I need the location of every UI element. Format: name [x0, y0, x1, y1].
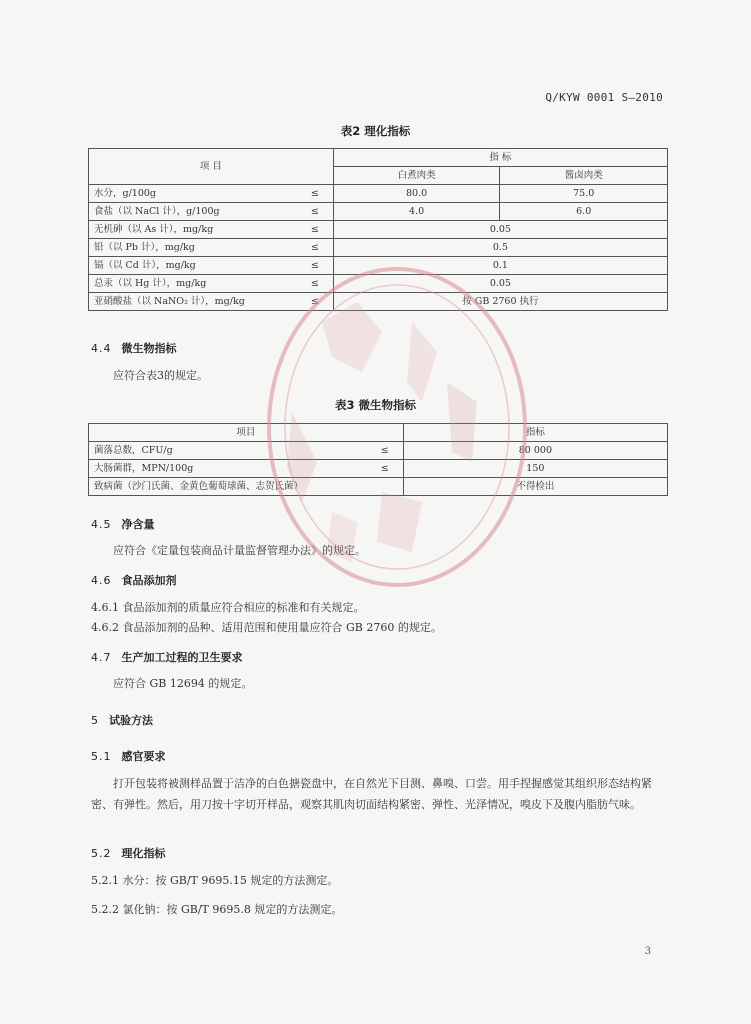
- row-value: 0.5: [333, 239, 667, 257]
- table3-col-index: 指标: [403, 424, 667, 442]
- table-row: [89, 460, 668, 478]
- section-4-6-2: 4.6.2 食品添加剂的品种、适用范围和使用量应符合 GB 2760 的规定。: [91, 621, 442, 634]
- row-symbol: ≤: [288, 239, 333, 257]
- row-symbol: ≤: [288, 203, 333, 221]
- section-5-1-heading: [91, 748, 166, 764]
- row-value-b: 75.0: [500, 185, 668, 203]
- section-4-6-1: 4.6.1 食品添加剂的质量应符合相应的标准和有关规定。: [91, 601, 365, 614]
- row-symbol: ≤: [288, 257, 333, 275]
- table-row: [89, 221, 668, 239]
- row-value-a: 80.0: [333, 185, 500, 203]
- row-value: 0.05: [333, 275, 667, 293]
- section-title: 试验方法: [109, 714, 153, 727]
- section-5-2-2: 5.2.2 氯化钠：按 GB/T 9695.8 规定的方法测定。: [91, 903, 343, 916]
- seal-glyph-mark: [407, 322, 437, 402]
- table-row: [89, 239, 668, 257]
- section-title: 净含量: [121, 518, 155, 531]
- row-label: 菌落总数，CFU/g: [89, 442, 344, 460]
- row-label: 亚硝酸盐（以 NaNO₂ 计），mg/kg: [89, 293, 289, 311]
- table3-caption: 表3 微生物指标: [334, 398, 416, 412]
- row-value: 按 GB 2760 执行: [333, 293, 667, 311]
- row-symbol: ≤: [288, 293, 333, 311]
- row-symbol: [343, 478, 403, 496]
- row-value: 不得检出: [403, 478, 667, 496]
- section-number: 4.5: [91, 518, 112, 531]
- row-value-b: 6.0: [500, 203, 668, 221]
- row-value: 150: [403, 460, 667, 478]
- table2-col-a: 白煮肉类: [333, 167, 500, 185]
- row-value: 0.05: [333, 221, 667, 239]
- section-5-2-1: 5.2.1 水分：按 GB/T 9695.15 规定的方法测定。: [91, 874, 339, 887]
- section-5-heading: [91, 712, 153, 728]
- row-label: 食盐（以 NaCl 计），g/100g: [89, 203, 289, 221]
- table2: [88, 148, 668, 311]
- section-number: 4.6: [91, 574, 112, 587]
- row-label: 镉（以 Cd 计），mg/kg: [89, 257, 289, 275]
- section-title: 理化指标: [121, 847, 166, 860]
- table-row: [89, 185, 668, 203]
- section-4-5-heading: [91, 516, 155, 532]
- section-4-4-heading: [91, 340, 177, 356]
- table2-col-item: 项 目: [89, 149, 334, 185]
- section-number: 5.2: [91, 847, 112, 860]
- section-number: 4.7: [91, 651, 112, 664]
- section-title: 生产加工过程的卫生要求: [121, 651, 243, 664]
- row-symbol: ≤: [343, 460, 403, 478]
- section-4-6-heading: [91, 572, 177, 588]
- row-label: 无机砷（以 As 计），mg/kg: [89, 221, 289, 239]
- row-value-a: 4.0: [333, 203, 500, 221]
- section-4-7-heading: [91, 649, 243, 665]
- table2-caption: 表2 理化指标: [340, 124, 411, 138]
- table-row: [89, 478, 668, 496]
- row-symbol: ≤: [288, 221, 333, 239]
- table-row: [89, 275, 668, 293]
- section-number: 5: [91, 714, 99, 727]
- row-symbol: ≤: [288, 185, 333, 203]
- page-number: 3: [644, 946, 651, 957]
- row-value: 80 000: [403, 442, 667, 460]
- table3-col-item: 项目: [89, 424, 404, 442]
- section-title: 感官要求: [121, 750, 166, 763]
- section-title: 食品添加剂: [121, 574, 177, 587]
- seal-glyph-mark: [322, 302, 382, 372]
- row-label: 总汞（以 Hg 计），mg/kg: [89, 275, 289, 293]
- section-number: 5.1: [91, 750, 112, 763]
- section-4-4-text: 应符合表3的规定。: [113, 369, 208, 382]
- section-4-5-text: 应符合《定量包装商品计量监督管理办法》的规定。: [113, 544, 366, 557]
- table-row: [89, 293, 668, 311]
- section-number: 4.4: [91, 342, 112, 355]
- table2-col-index: 指 标: [333, 149, 667, 167]
- table3: [88, 423, 668, 496]
- table2-col-b: 酱卤肉类: [500, 167, 668, 185]
- table-row: [89, 257, 668, 275]
- document-code: Q/KYW 0001 S—2010: [545, 91, 663, 104]
- row-label: 水分，g/100g: [89, 185, 289, 203]
- row-label: 大肠菌群，MPN/100g: [89, 460, 344, 478]
- section-5-1-text: 打开包装将被测样品置于洁净的白色搪瓷盘中，在自然光下目测、鼻嗅、口尝。用手捏握感觉其组织形态结构紧密、有弹性。然后，用刀按十字切开样品，观察其肌肉切面结构紧密、弹性、光泽情况，嗅皮下及腹内脂肪气味。: [91, 777, 652, 811]
- section-4-7-text: 应符合 GB 12694 的规定。: [113, 677, 253, 690]
- row-symbol: ≤: [343, 442, 403, 460]
- row-value: 0.1: [333, 257, 667, 275]
- row-label: 致病菌（沙门氏菌、金黄色葡萄球菌、志贺氏菌）: [89, 478, 344, 496]
- table-row: [89, 203, 668, 221]
- row-label: 铅（以 Pb 计），mg/kg: [89, 239, 289, 257]
- table-row: [89, 442, 668, 460]
- row-symbol: ≤: [288, 275, 333, 293]
- section-5-2-heading: [91, 845, 166, 861]
- section-title: 微生物指标: [121, 342, 177, 355]
